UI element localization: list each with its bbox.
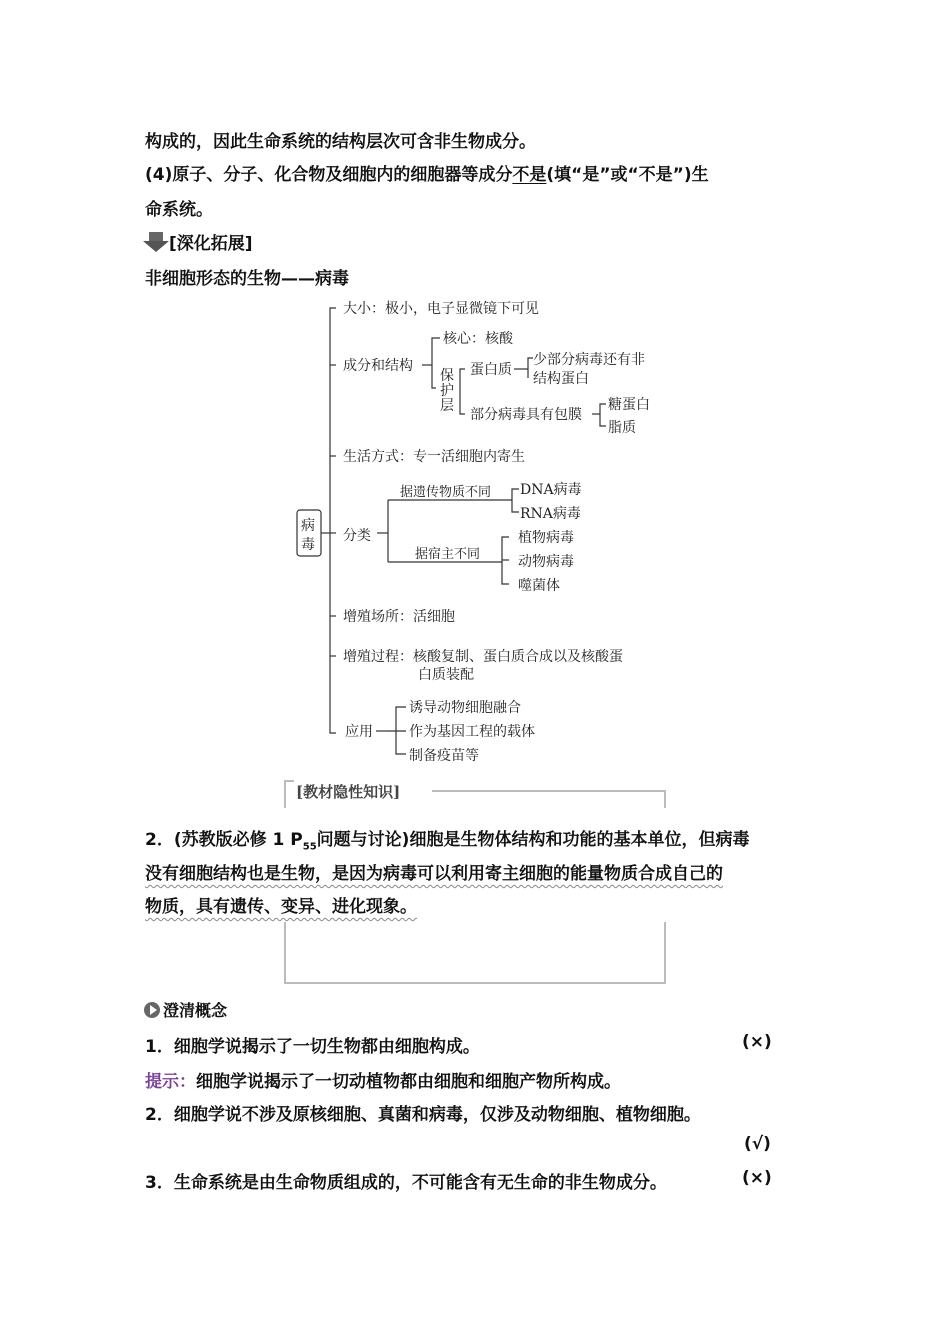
clarify-mark-3: (×) [742,1168,772,1188]
diagram-core: 核心：核酸 [443,331,513,347]
diagram-application-2: 作为基因工程的载体 [409,724,535,740]
expand-subtitle: 非细胞形态的生物——病毒 [145,269,349,289]
diagram-reproduction-site: 增殖场所：活细胞 [343,609,455,625]
intro-answer: 不是 [512,165,547,185]
diagram-protein-note-1: 少部分病毒还有非 [533,352,645,368]
diagram-plant-virus: 植物病毒 [518,530,574,546]
hk-num: 2． [145,830,174,850]
diagram-application: 应用 [345,724,373,740]
hint-label: 提示： [145,1072,196,1092]
diagram-by-genetic: 据遗传物质不同 [400,485,492,500]
diagram-application-1: 诱导动物细胞融合 [409,700,521,716]
diagram-lifestyle: 生活方式：专一活细胞内寄生 [343,449,525,465]
clarify-mark-1: (×) [742,1032,772,1052]
diagram-composition: 成分和结构 [343,358,413,374]
diagram-protein-note-2: 结构蛋白 [533,371,589,387]
clarify-title: 澄清概念 [163,1001,228,1020]
clarify-item-1: 1．细胞学说揭示了一切生物都由细胞构成。 [145,1037,480,1057]
diagram-reproduction-process-2: 白质装配 [418,667,474,683]
hk-source-sub: 55 [302,841,317,853]
play-icon [143,1001,163,1019]
diagram-envelope-part-2: 脂质 [608,420,636,436]
hk-source-post: 问题与讨论) [316,830,410,850]
diagram-root-2: 毒 [301,537,315,553]
diagram-shell-3: 层 [440,398,454,414]
hk-line-2: 没有细胞结构也是生物，是因为病毒可以利用寄主细胞的能量物质合成自己的 [145,864,723,884]
clarify-item-3: 3．生命系统是由生命物质组成的，不可能含有无生命的非生物成分。 [145,1173,667,1193]
diagram-application-3: 制备疫苗等 [409,748,479,764]
hk-text-1: 细胞是生物体结构和功能的基本单位，但病毒 [409,830,750,850]
clarify-hint [145,1067,621,1092]
diagram-reproduction-process-1: 增殖过程：核酸复制、蛋白质合成以及核酸蛋 [343,649,623,665]
diagram-animal-virus: 动物病毒 [518,554,574,570]
intro-line-1: 构成的，因此生命系统的结构层次可含非生物成分。 [145,132,536,152]
diagram-by-host: 据宿主不同 [415,547,481,562]
clarify-heading [143,998,227,1021]
diagram-classification: 分类 [343,528,371,544]
diagram-shell-1: 保 [440,368,454,384]
hk-source: (苏教版必修 1 P [173,830,303,850]
diagram-envelope: 部分病毒具有包膜 [470,407,582,423]
diagram-phage: 噬菌体 [518,578,560,594]
hint-text: 细胞学说揭示了一切动植物都由细胞和细胞产物所构成。 [196,1072,621,1092]
hidden-knowledge-label: [教材隐性知识] [296,783,401,801]
diagram-dna-virus: DNA病毒 [520,482,582,498]
intro-line-2-pre: (4)原子、分子、化合物及细胞内的细胞器等成分 [145,165,513,185]
diagram-rna-virus: RNA病毒 [520,506,581,522]
expand-heading-text: [深化拓展] [169,234,253,254]
diagram-envelope-part-1: 糖蛋白 [608,397,650,413]
clarify-item-2: 2．细胞学说不涉及原核细胞、真菌和病毒，仅涉及动物细胞、植物细胞。 [145,1105,701,1125]
diagram-protein: 蛋白质 [470,362,512,378]
diagram-shell-2: 护 [440,383,454,399]
hk-line-3: 物质，具有遗传、变异、进化现象。 [145,897,417,917]
intro-line-2-post: (填“是”或“不是”)生 [546,165,709,185]
intro-line-3: 命系统。 [145,200,213,220]
diagram-root-1: 病 [301,518,315,534]
clarify-mark-2: (√) [744,1134,771,1154]
hk-line-1 [145,825,749,852]
diagram-size: 大小：极小，电子显微镜下可见 [343,301,539,317]
